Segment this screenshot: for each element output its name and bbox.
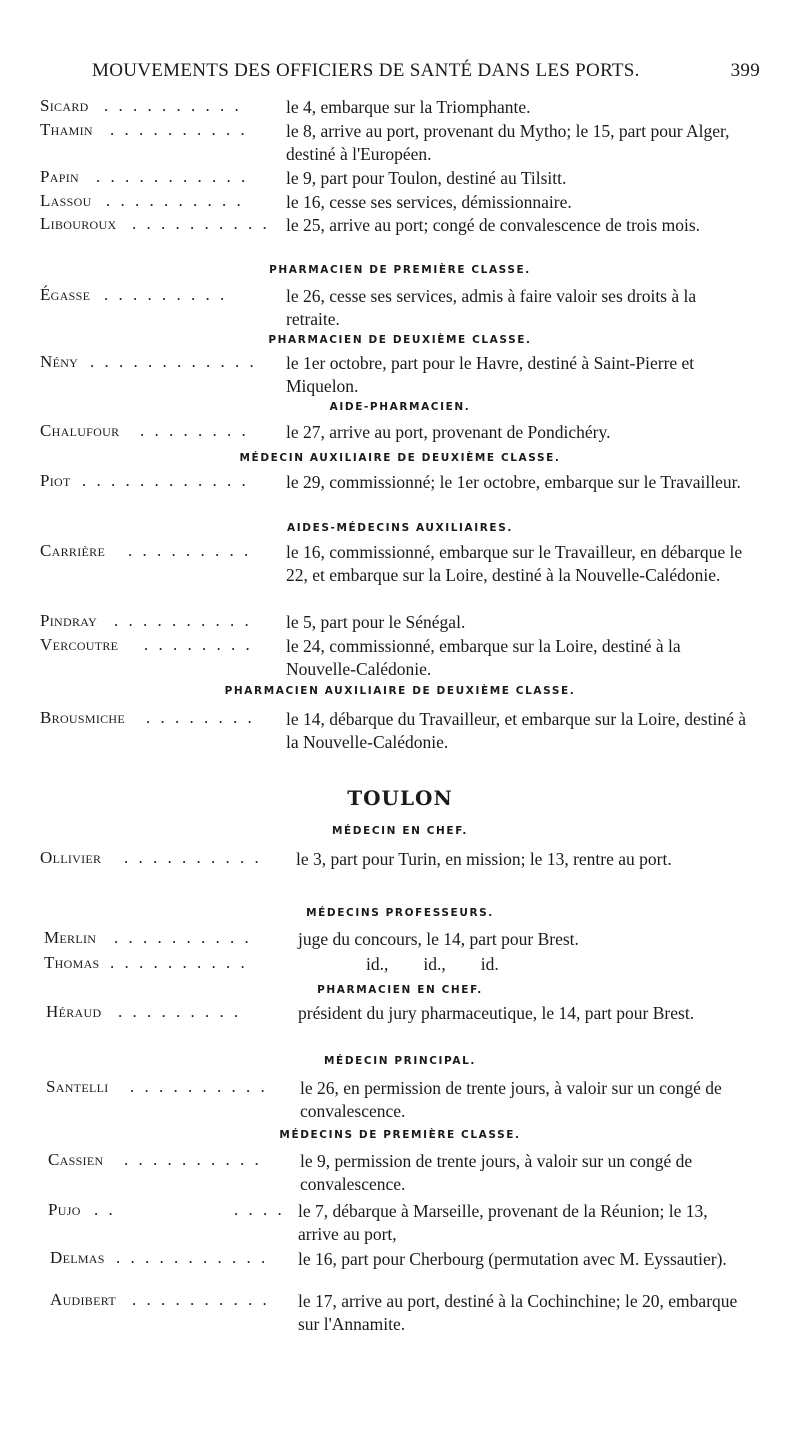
leader-dots: . . . . . . . . . . . bbox=[116, 1248, 269, 1267]
entry-text: le 3, part pour Turin, en mission; le 13, rentre au port. bbox=[296, 849, 672, 869]
entry-text: le 16, commissionné, embarque sur le Travailleur, en débarque le 22, et embarque sur la Loire, destiné à la Nouvelle-Calédonie. bbox=[286, 542, 743, 585]
leader-dots: . . . . . . . . . . bbox=[110, 953, 248, 972]
leader-dots: . . . . . . . . . . bbox=[114, 928, 252, 947]
entry-text: le 27, arrive au port, provenant de Pondichéry. bbox=[286, 422, 611, 442]
entry-text: le 16, cesse ses services, démissionnaire. bbox=[286, 192, 572, 212]
entry-text: le 29, commissionné; le 1er octobre, embarque sur le Travailleur. bbox=[286, 472, 741, 492]
entry-name: Chalufour bbox=[40, 421, 120, 440]
section-heading: MÉDECIN AUXILIAIRE DE DEUXIÈME CLASSE. bbox=[239, 452, 561, 464]
leader-dots: . . . . . . . . . . bbox=[104, 96, 242, 115]
leader-dots: . . . . . . . . . bbox=[128, 541, 252, 560]
section-heading: MÉDECINS PROFESSEURS. bbox=[306, 907, 494, 919]
entry-name: Merlin bbox=[44, 928, 97, 947]
entry-name: Libouroux bbox=[40, 214, 117, 233]
entry-name: Thomas bbox=[44, 953, 100, 972]
entry-text: le 4, embarque sur la Triomphante. bbox=[286, 97, 531, 117]
entry-text: le 14, débarque du Travailleur, et embarque sur la Loire, destiné à la Nouvelle-Calédonie. bbox=[286, 709, 746, 752]
leader-dots: . . . . . . . . . . . . bbox=[90, 352, 257, 371]
leader-dots: . . . . . . . . . . bbox=[124, 1150, 262, 1169]
entry-text: le 17, arrive au port, destiné à la Cochinchine; le 20, embarque sur l'Annamite. bbox=[298, 1291, 738, 1334]
entry-text: le 26, en permission de trente jours, à valoir sur un congé de convalescence. bbox=[300, 1078, 722, 1121]
leader-dots: . . . . . . . . . . bbox=[130, 1077, 268, 1096]
section-heading: PHARMACIEN AUXILIAIRE DE DEUXIÈME CLASSE. bbox=[224, 685, 576, 697]
entry-text: le 7, débarque à Marseille, provenant de la Réunion; le 13, arrive au port, bbox=[298, 1201, 708, 1244]
leader-dots: . . . . . . . . bbox=[140, 421, 249, 440]
entry-text: le 24, commissionné, embarque sur la Loire, destiné à la Nouvelle-Calédonie. bbox=[286, 636, 681, 679]
section-heading: AIDE-PHARMACIEN. bbox=[329, 401, 471, 413]
entry-text: le 1er octobre, part pour le Havre, destiné à Saint-Pierre et Miquelon. bbox=[286, 353, 695, 396]
entry-name: Audibert bbox=[50, 1290, 116, 1309]
entry-name: Égasse bbox=[40, 285, 91, 304]
leader-dots: . . . . . . . . . . bbox=[132, 1290, 270, 1309]
entry-text: président du jury pharmaceutique, le 14, part pour Brest. bbox=[298, 1003, 695, 1023]
leader-dots: . . . . . . . . . bbox=[104, 285, 228, 304]
entry-name: Héraud bbox=[46, 1002, 102, 1021]
entry-text: le 5, part pour le Sénégal. bbox=[286, 612, 466, 632]
entry-name: Ollivier bbox=[40, 848, 102, 867]
leader-dots: . . bbox=[94, 1200, 116, 1219]
leader-dots: . . . . . . . . . . bbox=[132, 214, 270, 233]
page-number: 399 bbox=[730, 60, 760, 81]
entry-text: le 26, cesse ses services, admis à faire valoir ses droits à la retraite. bbox=[286, 286, 697, 329]
section-heading: MÉDECIN EN CHEF. bbox=[331, 825, 469, 837]
entry-text: le 9, permission de trente jours, à valoir sur un congé de convalescence. bbox=[300, 1151, 693, 1194]
entry-text: juge du concours, le 14, part pour Brest. bbox=[298, 929, 579, 949]
leader-dots: . . . . . . . . . . . . bbox=[82, 471, 249, 490]
running-head bbox=[92, 60, 760, 82]
section-heading: PHARMACIEN DE DEUXIÈME CLASSE. bbox=[268, 334, 532, 346]
entry-name: Piot bbox=[40, 471, 71, 490]
entry-name: Vercoutre bbox=[40, 635, 119, 654]
entry-text: le 16, part pour Cherbourg (permutation avec M. Eyssautier). bbox=[298, 1249, 727, 1269]
running-head-title: MOUVEMENTS DES OFFICIERS DE SANTÉ DANS LES PORTS. bbox=[92, 60, 640, 81]
section-heading: MÉDECIN PRINCIPAL. bbox=[324, 1055, 476, 1067]
entry-text: id., id., id. bbox=[366, 954, 499, 974]
leader-dots: . . . . . . . . . . bbox=[106, 191, 244, 210]
entry-name: Pindray bbox=[40, 611, 98, 630]
leader-dots: . . . . bbox=[234, 1200, 285, 1219]
section-heading: MÉDECINS DE PREMIÈRE CLASSE. bbox=[279, 1129, 521, 1141]
entry-name: Papin bbox=[40, 167, 79, 186]
entry-text: le 9, part pour Toulon, destiné au Tilsitt. bbox=[286, 168, 567, 188]
entry-name: Brousmiche bbox=[40, 708, 126, 727]
city-heading: TOULON bbox=[347, 786, 453, 810]
entry-name: Santelli bbox=[46, 1077, 109, 1096]
section-heading: PHARMACIEN DE PREMIÈRE CLASSE. bbox=[269, 264, 531, 276]
entry-name: Thamin bbox=[40, 120, 93, 139]
entry-name: Lassou bbox=[40, 191, 92, 210]
leader-dots: . . . . . . . . bbox=[146, 708, 255, 727]
entry-text: le 25, arrive au port; congé de convalescence de trois mois. bbox=[286, 215, 701, 235]
leader-dots: . . . . . . . . . . bbox=[110, 120, 248, 139]
section-heading: PHARMACIEN EN CHEF. bbox=[317, 984, 483, 996]
leader-dots: . . . . . . . . bbox=[144, 635, 253, 654]
leader-dots: . . . . . . . . . . bbox=[124, 848, 262, 867]
leader-dots: . . . . . . . . . . bbox=[114, 611, 252, 630]
entry-name: Delmas bbox=[50, 1248, 105, 1267]
entry-name: Cassien bbox=[48, 1150, 104, 1169]
section-heading: AIDES-MÉDECINS AUXILIAIRES. bbox=[287, 522, 513, 534]
entry-name: Sicard bbox=[40, 96, 89, 115]
entry-name: Nény bbox=[40, 352, 79, 371]
leader-dots: . . . . . . . . . bbox=[118, 1002, 242, 1021]
entry-name: Carrière bbox=[40, 541, 106, 560]
entry-text: le 8, arrive au port, provenant du Mytho; le 15, part pour Alger, destiné à l'Européen. bbox=[286, 121, 730, 164]
leader-dots: . . . . . . . . . . . bbox=[96, 167, 249, 186]
entry-name: Pujo bbox=[48, 1200, 81, 1219]
